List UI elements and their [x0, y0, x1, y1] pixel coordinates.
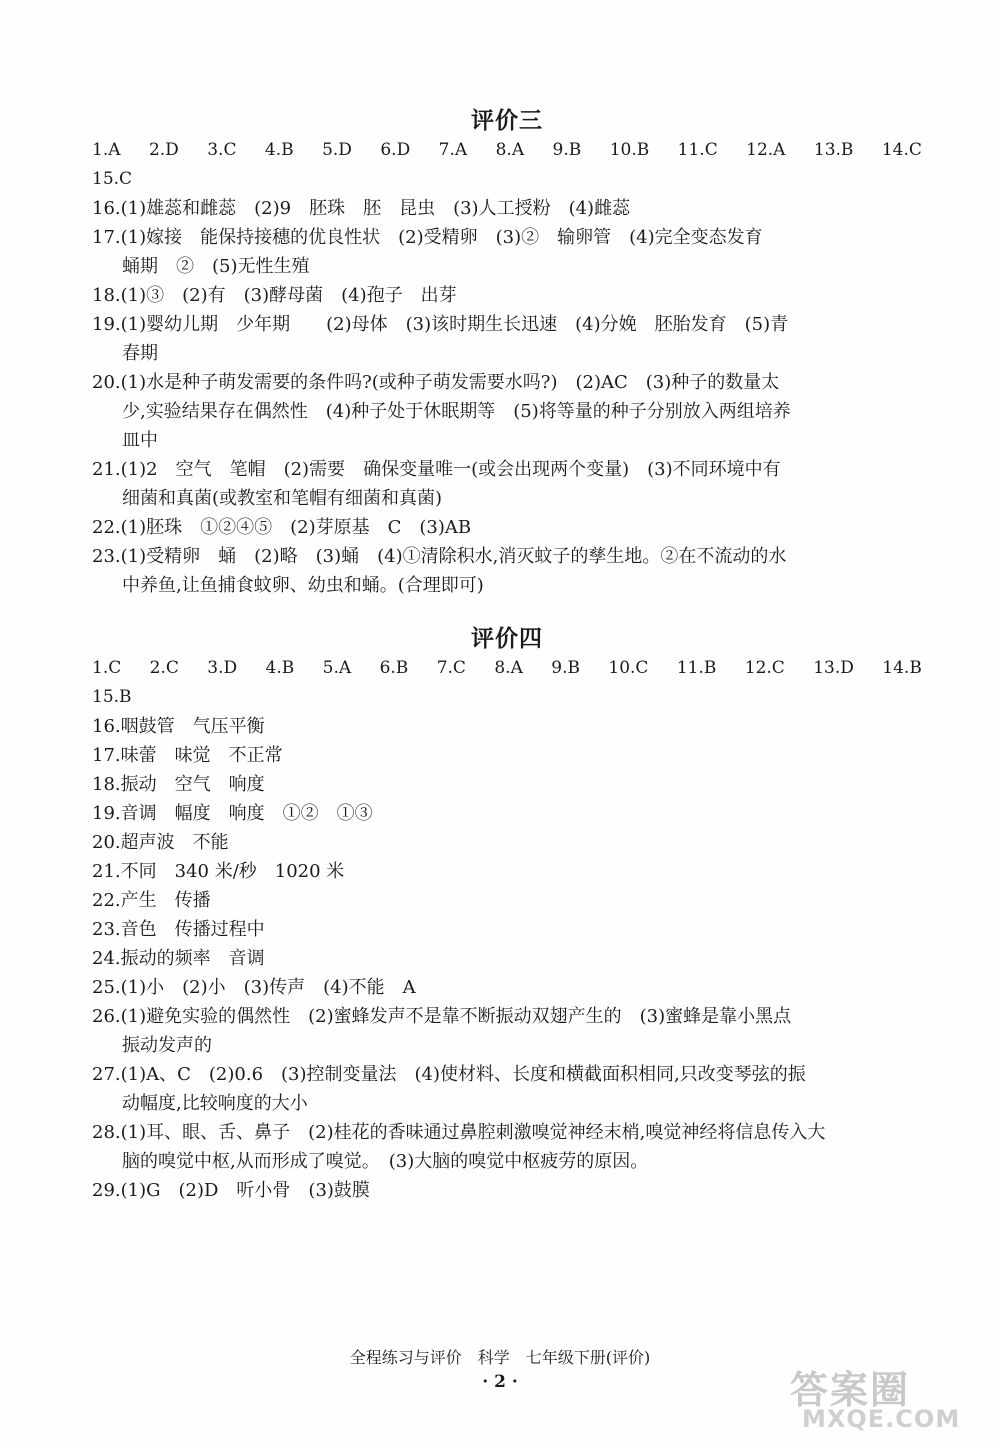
answer-line: 29.(1)G (2)D 听小骨 (3)鼓膜: [92, 1180, 370, 1201]
answer-line: 27.(1)A、C (2)0.6 (3)控制变量法 (4)使材料、长度和横截面积相同,只改变琴弦的振: [92, 1064, 806, 1085]
answer-line: 21.不同 340 米/秒 1020 米: [92, 861, 345, 882]
answer-line: 21.(1)2 空气 笔帽 (2)需要 确保变量唯一(或会出现两个变量) (3)不同环境中有: [92, 459, 781, 480]
mc-answer: 15.C: [92, 169, 133, 189]
mc-answer: 14.B: [882, 658, 922, 678]
answer-lines: [92, 712, 922, 1205]
answer-line: 19.音调 幅度 响度 ①② ①③: [92, 803, 373, 824]
watermark-text: 答案圈: [790, 1368, 911, 1412]
answer-line-continued: 皿中: [122, 430, 158, 451]
mc-answer: 10.C: [608, 658, 649, 678]
mc-answer-row-extra: [92, 165, 922, 194]
section-title: 评价四: [471, 626, 543, 652]
mc-answer: 4.B: [264, 140, 294, 160]
mc-answer: 5.A: [322, 658, 352, 678]
mc-answer: 9.B: [552, 140, 582, 160]
answer-line: 22.产生 传播: [92, 890, 211, 911]
answer-line: 16.(1)雄蕊和雌蕊 (2)9 胚珠 胚 昆虫 (3)人工授粉 (4)雌蕊: [92, 198, 631, 219]
answer-line: 18.振动 空气 响度: [92, 774, 265, 795]
answer-line-continued: 春期: [122, 343, 158, 364]
mc-answer: 12.C: [744, 658, 785, 678]
mc-answer: 4.B: [265, 658, 295, 678]
mc-answer: 13.B: [813, 140, 854, 160]
mc-answer: 9.B: [551, 658, 580, 678]
answer-line: 19.(1)婴幼儿期 少年期 (2)母体 (3)该时期生长迅速 (4)分娩 胚胎发育 (5)青: [92, 314, 789, 335]
answer-lines: [92, 194, 922, 600]
answer-line: 28.(1)耳、眼、舌、鼻子 (2)桂花的香味通过鼻腔刺激嗅觉神经末梢,嗅觉神经将信息传入大: [92, 1122, 826, 1143]
mc-answer: 10.B: [609, 140, 650, 160]
answer-line-continued: 少,实验结果存在偶然性 (4)种子处于休眠期等 (5)将等量的种子分别放入两组培养: [122, 401, 791, 422]
section-evaluation-3: [92, 106, 922, 600]
watermark-logo: [780, 1359, 980, 1439]
mc-answer: 12.A: [746, 140, 786, 160]
mc-answer: 1.C: [92, 658, 122, 678]
answer-line: 16.咽鼓管 气压平衡: [92, 716, 265, 737]
mc-answer: 15.B: [92, 687, 132, 707]
answer-line: 17.(1)嫁接 能保持接穗的优良性状 (2)受精卵 (3)② 输卵管 (4)完全变态发育: [92, 227, 763, 248]
watermark-url: MXQE.COM: [802, 1405, 961, 1433]
page-footer: 全程练习与评价 科学 七年级下册(评价): [349, 1348, 651, 1367]
answer-line: 25.(1)小 (2)小 (3)传声 (4)不能 A: [92, 977, 416, 998]
mc-answer: 11.C: [677, 140, 718, 160]
mc-answer-row: [92, 654, 922, 683]
answer-line: 20.超声波 不能: [92, 832, 229, 853]
answer-line: 18.(1)③ (2)有 (3)酵母菌 (4)孢子 出芽: [92, 285, 457, 306]
mc-answer: 2.D: [148, 140, 179, 160]
mc-answer: 3.C: [207, 140, 237, 160]
mc-answer: 8.A: [495, 140, 525, 160]
mc-answer: 11.B: [676, 658, 717, 678]
section-title: 评价三: [471, 108, 543, 134]
page-number: · 2 ·: [482, 1372, 518, 1392]
answer-line: 24.振动的频率 音调: [92, 948, 265, 969]
answer-line-continued: 中养鱼,让鱼捕食蚊卵、幼虫和蛹。(合理即可): [122, 575, 484, 596]
mc-answer: 7.A: [438, 140, 468, 160]
mc-answer-row-extra: [92, 683, 922, 712]
mc-answer: 6.B: [379, 658, 409, 678]
mc-answer: 1.A: [92, 140, 121, 160]
answer-line: 20.(1)水是种子萌发需要的条件吗?(或种子萌发需要水吗?) (2)AC (3)种子的数量太: [92, 372, 780, 393]
mc-answer: 8.A: [494, 658, 523, 678]
mc-answer: 13.D: [813, 658, 854, 678]
answer-line: 26.(1)避免实验的偶然性 (2)蜜蜂发声不是靠不断振动双翅产生的 (3)蜜蜂是靠小黑点: [92, 1006, 792, 1027]
answer-line: 22.(1)胚珠 ①②④⑤ (2)芽原基 C (3)AB: [92, 517, 472, 538]
answer-line-continued: 蛹期 ② (5)无性生殖: [122, 256, 310, 277]
answer-line-continued: 细菌和真菌(或教室和笔帽有细菌和真菌): [122, 488, 443, 509]
mc-answer: 7.C: [436, 658, 466, 678]
mc-answer: 5.D: [322, 140, 352, 160]
answer-line-continued: 振动发声的: [122, 1035, 212, 1056]
answer-line: 17.味蕾 味觉 不正常: [92, 745, 283, 766]
answer-line: 23.(1)受精卵 蛹 (2)略 (3)蛹 (4)①清除积水,消灭蚊子的孳生地。②在不流动的水: [92, 546, 787, 567]
answer-line-continued: 动幅度,比较响度的大小: [122, 1093, 308, 1114]
mc-answer: 14.C: [881, 140, 922, 160]
answer-line: 23.音色 传播过程中: [92, 919, 265, 940]
mc-answer-row: [92, 136, 922, 165]
section-evaluation-4: [92, 624, 922, 1205]
mc-answer: 2.C: [149, 658, 179, 678]
mc-answer: 6.D: [380, 140, 411, 160]
mc-answer: 3.D: [207, 658, 238, 678]
answer-line-continued: 脑的嗅觉中枢,从而形成了嗅觉。 (3)大脑的嗅觉中枢疲劳的原因。: [122, 1151, 649, 1172]
